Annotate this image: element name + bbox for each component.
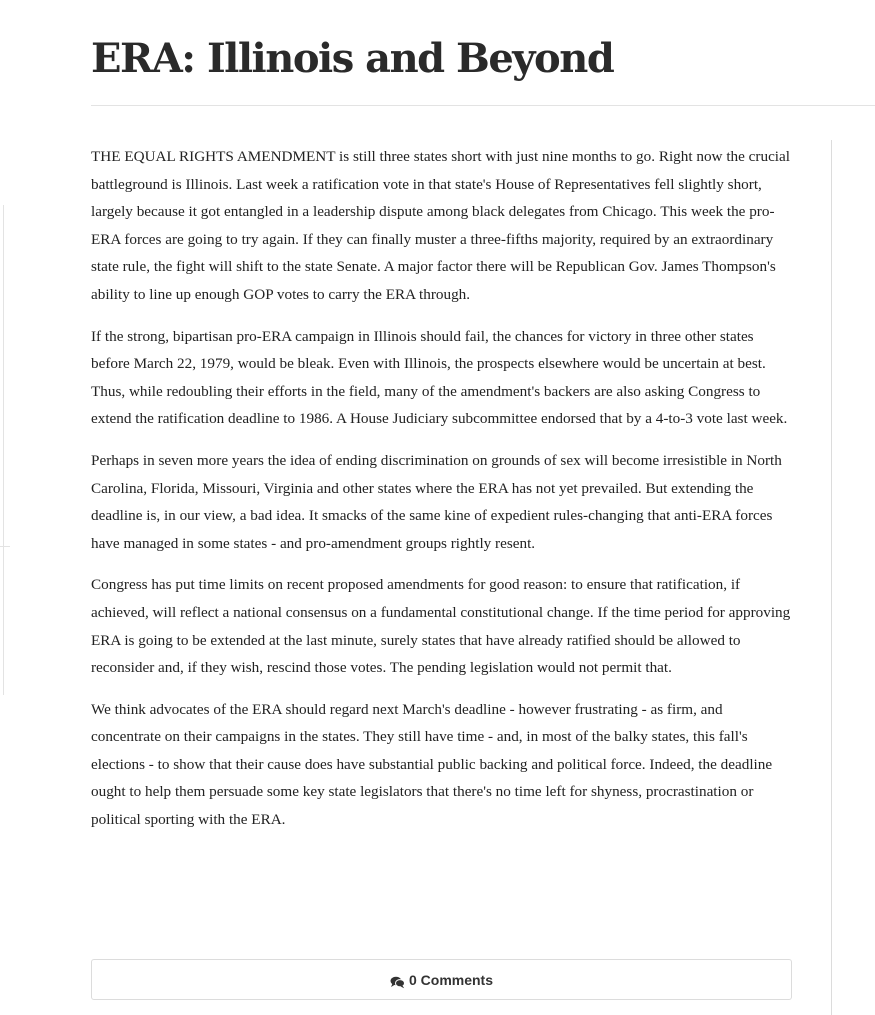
left-rail-divider [0, 546, 10, 547]
header-divider [91, 105, 875, 106]
comments-icon [390, 974, 405, 987]
article-body [91, 143, 793, 848]
comments-count-label: 0 Comments [408, 971, 494, 988]
article-paragraph: We think advocates of the ERA should regard next March's deadline - however frustrating - as firm, and concentrate on their campaigns in the states. They still have time - and, in most of the balky states, this fall's elections - to show that their cause does have substantial public backing and political force. Indeed, the deadline ought to help them persuade some key state legislators that there's no time left for shyness, procrastination or political sporting with the ERA. [91, 700, 773, 829]
left-rail-panel-edge [0, 205, 4, 695]
comments-button[interactable] [91, 959, 792, 1000]
right-rail-divider [831, 140, 832, 1015]
article-paragraph: THE EQUAL RIGHTS AMENDMENT is still three states short with just nine months to go. Right now the crucial battleground is Illinois. Last week a ratification vote in that state's House of Representatives fell slightly short, largely because it got entangled in a leadership dispute among black delegates from Chicago. This week the pro-ERA forces are going to try again. If they can finally muster a three-fifths majority, required by an extraordinary state rule, the fight will shift to the state Senate. A major factor there will be Republican Gov. James Thompson's ability to line up enough GOP votes to carry the ERA through. [91, 148, 790, 303]
article-title: ERA: Illinois and Beyond [91, 35, 614, 82]
article-paragraph: If the strong, bipartisan pro-ERA campaign in Illinois should fail, the chances for victory in three other states before March 22, 1979, would be bleak. Even with Illinois, the prospects elsewhere would be uncertain at best. Thus, while redoubling their efforts in the field, many of the amendment's backers are also asking Congress to extend the ratification deadline to 1986. A House Judiciary subcommittee endorsed that by a 4-to-3 vote last week. [91, 327, 788, 428]
article-paragraph: Perhaps in seven more years the idea of ending discrimination on grounds of sex will become irresistible in North Carolina, Florida, Missouri, Virginia and other states where the ERA has not yet prevailed. But extending the deadline is, in our view, a bad idea. It smacks of the same kine of expedient rules-changing that anti-ERA forces have managed in some states - and pro-amendment groups rightly resent. [91, 451, 782, 552]
article-paragraph: Congress has put time limits on recent proposed amendments for good reason: to ensure that ratification, if achieved, will reflect a national consensus on a fundamental constitutional change. If the time period for approving ERA is going to be extended at the last minute, surely states that have already ratified should be allowed to reconsider and, if they wish, rescind those votes. The pending legislation would not permit that. [91, 576, 791, 677]
